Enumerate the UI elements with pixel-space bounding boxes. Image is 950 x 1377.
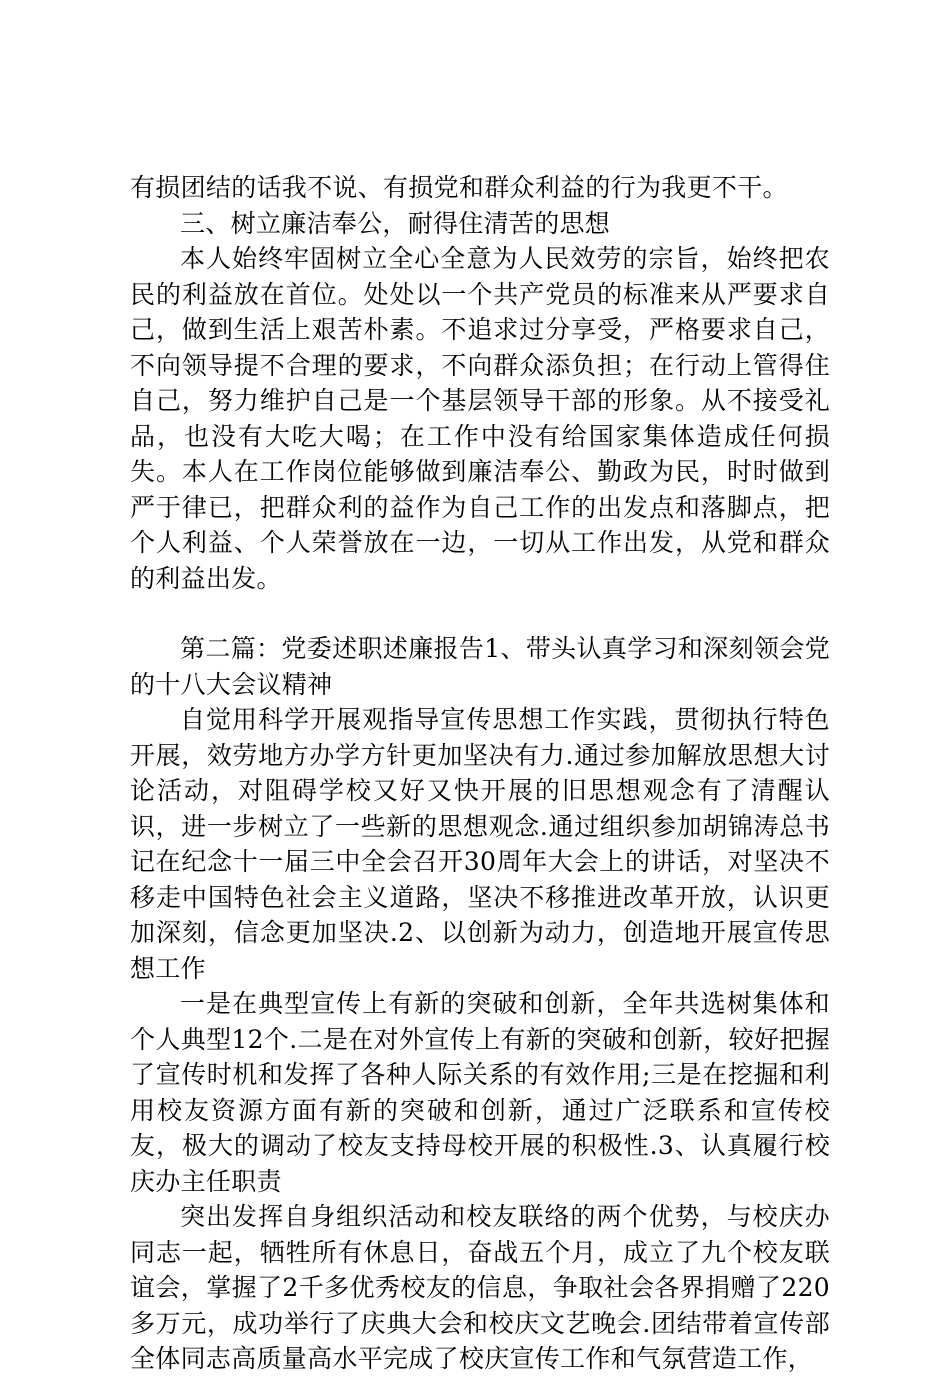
paragraph-continuation: 有损团结的话我不说、有损党和群众利益的行为我更不干。: [130, 173, 788, 202]
paragraph-study: 自觉用科学开展观指导宣传思想工作实践，贯彻执行特色开展，效劳地方办学方针更加坚决有力.通过参加解放思想大讨论活动，对阻碍学校又好又快开展的旧思想观念有了清醒认识，进一步树立了一些新的思想观念.通过组织参加胡锦涛总书记在纪念十一届三中全会召开30周年大会上的讲话，对坚决不移走中国特色社会主义道路，坚决不移推进改革开放，认识更加深刻，信念更加坚决.2、以创新为动力，创造地开展宣传思想工作: [130, 705, 830, 983]
paragraph-anniversary: 突出发挥自身组织活动和校友联络的两个优势，与校庆办同志一起，牺牲所有休息日，奋战五个月，成立了九个校友联谊会，掌握了2千多优秀校友的信息，争取社会各界捐赠了220多万元，成功举行了庆典大会和校庆文艺晚会.团结带着宣传部全体同志高质量高水平完成了校庆宣传工作和气氛营造工作，: [130, 1202, 830, 1373]
paragraph-innovation: 一是在典型宣传上有新的突破和创新，全年共选树集体和个人典型12个.二是在对外宣传上有新的突破和创新，较好把握了宣传时机和发挥了各种人际关系的有效作用;三是在挖掘和利用校友资源方面有新的突破和创新，通过广泛联系和宣传校友，极大的调动了校友支持母校开展的积极性.3、认真履行校庆办主任职责: [130, 989, 830, 1196]
document-page: [130, 170, 830, 1377]
section-heading-three: 三、树立廉洁奉公，耐得住清苦的思想: [180, 208, 611, 238]
chapter-two-heading: 第二篇：党委述职述廉报告1、带头认真学习和深刻领会党的十八大会议精神: [130, 634, 830, 699]
paragraph-integrity: 本人始终牢固树立全心全意为人民效劳的宗旨，始终把农民的利益放在首位。处处以一个共产党员的标准来从严要求自己，做到生活上艰苦朴素。不追求过分享受，严格要求自己，不向领导提不合理的要求，不向群众添负担；在行动上管得住自己，努力维护自己是一个基层领导干部的形象。从不接受礼品，也没有大吃大喝；在工作中没有给国家集体造成任何损失。本人在工作岗位能够做到廉洁奉公、勤政为民，时时做到严于律已，把群众利的益作为自己工作的出发点和落脚点，把个人利益、个人荣誉放在一边，一切从工作出发，从党和群众的利益出发。: [130, 244, 830, 593]
